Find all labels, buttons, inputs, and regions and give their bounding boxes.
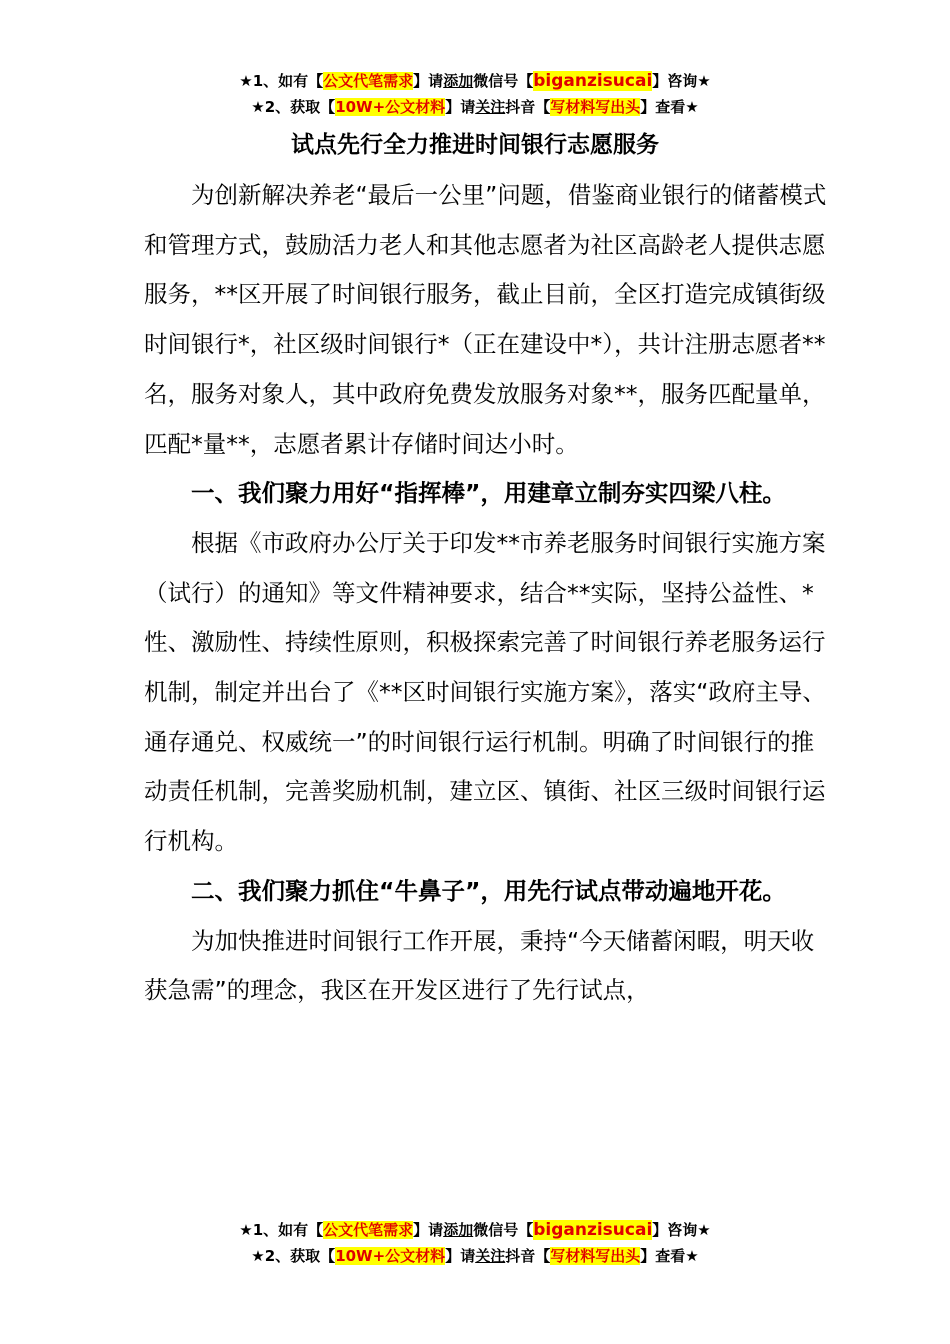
banner-text: ★2、获取【 <box>251 1247 336 1265</box>
banner-text: ★1、如有【 <box>239 72 324 90</box>
underlined-add: 添加 <box>443 1221 474 1239</box>
banner-text: 微信号【 <box>473 1221 534 1239</box>
banner-text: 】请 <box>445 98 476 116</box>
underlined-add: 添加 <box>443 72 474 90</box>
underlined-follow: 关注 <box>475 1247 506 1265</box>
banner-text: ★1、如有【 <box>239 1221 324 1239</box>
paragraph-section-2: 为加快推进时间银行工作开展，秉持“今天储蓄闲暇，明天收获急需”的理念，我区在开发区进行了先行试点， <box>144 926 815 1005</box>
banner-text: 抖音【 <box>505 98 551 116</box>
banner-text: 】查看★ <box>640 1247 699 1265</box>
underlined-follow: 关注 <box>475 98 506 116</box>
highlight-writing-service: 公文代笔需求 <box>323 72 414 90</box>
document-title: 试点先行全力推进时间银行志愿服务 <box>291 132 659 158</box>
section-heading-1: 一、我们聚力用好“指挥棒”，用建章立制夯实四梁八柱。 <box>191 479 786 508</box>
banner-text: 抖音【 <box>505 1247 551 1265</box>
highlight-douyin-account: 写材料写出头 <box>550 1247 641 1265</box>
banner-text: 】查看★ <box>640 98 699 116</box>
banner-text: 】请 <box>445 1247 476 1265</box>
banner-text: 】请 <box>413 72 444 90</box>
banner-line-2 <box>0 1243 950 1269</box>
banner-text: 】请 <box>413 1221 444 1239</box>
highlight-writing-service: 公文代笔需求 <box>323 1221 414 1239</box>
top-banner <box>0 68 950 120</box>
highlight-materials: 10W+公文材料 <box>335 98 446 116</box>
banner-line-2 <box>0 94 950 120</box>
highlight-douyin-account: 写材料写出头 <box>550 98 641 116</box>
bottom-banner <box>0 1217 950 1269</box>
banner-text: 】咨询★ <box>652 1221 711 1239</box>
section-heading-2: 二、我们聚力抓住“牛鼻子”，用先行试点带动遍地开花。 <box>191 876 786 905</box>
banner-line-1 <box>0 68 950 94</box>
highlight-materials: 10W+公文材料 <box>335 1247 446 1265</box>
highlight-wechat-id: biganzisucai <box>533 71 653 91</box>
banner-line-1 <box>0 1217 950 1243</box>
banner-text: 】咨询★ <box>652 72 711 90</box>
document-body <box>144 171 834 1016</box>
banner-text: ★2、获取【 <box>251 98 336 116</box>
paragraph-intro: 为创新解决养老“最后一公里”问题，借鉴商业银行的储蓄模式和管理方式，鼓励活力老人和其他志愿者为社区高龄老人提供志愿服务，**区开展了时间银行服务，截止目前，全区打造完成镇街级时间银行*，社区级时间银行*（正在建设中*），共计注册志愿者**名，服务对象人，其中政府免费发放服务对象**，服务匹配量单，匹配*量**，志愿者累计存储时间达小时。 <box>144 181 827 458</box>
highlight-wechat-id: biganzisucai <box>533 1220 653 1240</box>
banner-text: 微信号【 <box>473 72 534 90</box>
paragraph-section-1: 根据《市政府办公厅关于印发**市养老服务时间银行实施方案（试行）的通知》等文件精神要求，结合**实际，坚持公益性、*性、激励性、持续性原则，积极探索完善了时间银行养老服务运行机制，制定并出台了《**区时间银行实施方案》，落实“政府主导、通存通兑、权威统一”的时间银行运行机制。明确了时间银行的推动责任机制，完善奖励机制，建立区、镇街、社区三级时间银行运行机构。 <box>144 528 826 856</box>
